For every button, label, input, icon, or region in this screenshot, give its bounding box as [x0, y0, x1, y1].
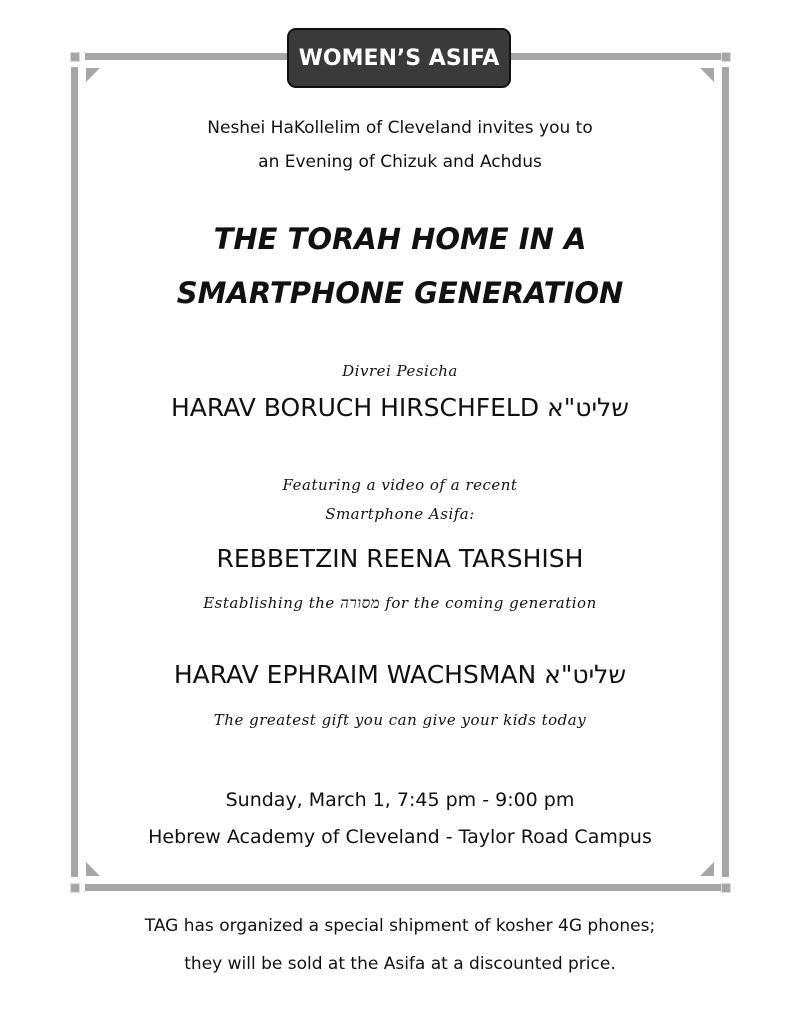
- frame-left: [71, 67, 78, 877]
- corner-triangle: [86, 862, 100, 876]
- event-location: Hebrew Academy of Cleveland - Taylor Road Campus: [148, 826, 652, 848]
- intro-line: Neshei HaKollelim of Cleveland invites you to: [207, 118, 593, 138]
- footer-note: they will be sold at the Asifa at a discounted price.: [184, 954, 616, 974]
- speaker-1: HARAV BORUCH HIRSCHFELD שליט"א: [171, 393, 629, 422]
- corner-triangle: [700, 862, 714, 876]
- speaker-3: HARAV EPHRAIM WACHSMAN שליט"א: [173, 660, 627, 689]
- header-badge: WOMEN’S ASIFA: [287, 28, 511, 88]
- corner-square: [721, 883, 731, 893]
- corner-triangle: [86, 68, 100, 82]
- corner-square: [70, 52, 80, 62]
- intro-line: an Evening of Chizuk and Achdus: [258, 152, 542, 172]
- corner-square: [70, 883, 80, 893]
- event-time: Sunday, March 1, 7:45 pm - 9:00 pm: [225, 789, 575, 811]
- video-label: Smartphone Asifa:: [325, 505, 475, 523]
- divrei-label: Divrei Pesicha: [342, 362, 458, 380]
- speaker-3-topic: The greatest gift you can give your kids today: [213, 711, 587, 729]
- frame-right: [722, 67, 729, 877]
- video-label: Featuring a video of a recent: [282, 476, 518, 494]
- event-title: SMARTPHONE GENERATION: [176, 276, 624, 310]
- speaker-2: REBBETZIN REENA TARSHISH: [216, 544, 584, 573]
- frame-bottom: [85, 884, 721, 891]
- corner-square: [721, 52, 731, 62]
- footer-note: TAG has organized a special shipment of kosher 4G phones;: [144, 916, 656, 936]
- speaker-2-topic: Establishing the מסורה for the coming generation: [203, 594, 597, 612]
- corner-triangle: [700, 68, 714, 82]
- event-title: THE TORAH HOME IN A: [213, 222, 587, 256]
